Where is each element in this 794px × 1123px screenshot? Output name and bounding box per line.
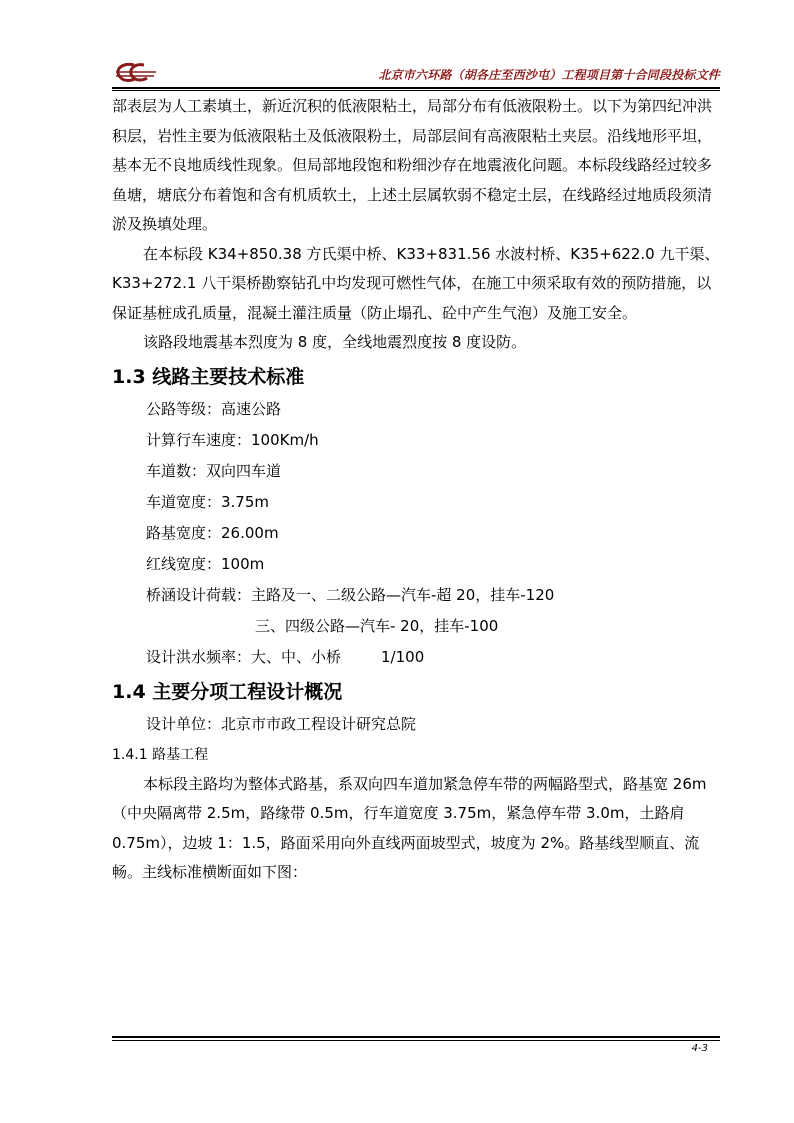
- document-header-title: 北京市六环路（胡各庄至西沙屯）工程项目第十合同段投标文件: [378, 68, 720, 82]
- page-number: 4-3: [691, 1043, 708, 1054]
- page-content: [112, 92, 722, 888]
- flood-frequency-value: 1/100: [381, 647, 425, 666]
- section-heading-1-4: 1.4 主要分项工程设计概况: [112, 680, 343, 703]
- geology-paragraph: 部表层为人工素填土，新近沉积的低液限粘土，局部分布有低液限粉土。以下为第四纪冲洪积层，岩性主要为低液限粘土及低液限粉土，局部层间有高液限粘土夹层。沿线地形平坦，基本无不良地质线性现象。但局部地段饱和粉细沙存在地震液化问题。本标段线路经过较多鱼塘，塘底分布着饱和含有机质软土，上述土层属软弱不稳定土层，在线路经过地质段须清淤及换填处理。: [112, 97, 713, 233]
- standard-item: 路基宽度：26.00m: [146, 523, 279, 542]
- subsection-heading-1-4-1: 1.4.1 路基工程: [112, 746, 209, 763]
- standard-item-continuation: 三、四级公路—汽车- 20，挂车-100: [255, 616, 499, 635]
- design-unit-line: 设计单位：北京市市政工程设计研究总院: [146, 714, 417, 733]
- standard-item: 红线宽度：100m: [146, 554, 265, 573]
- standard-item: 公路等级：高速公路: [146, 399, 282, 418]
- flood-frequency-item: [112, 642, 722, 673]
- header-rule: [112, 87, 720, 89]
- company-logo-icon: [114, 62, 158, 84]
- section-heading-1-3: 1.3 线路主要技术标准: [112, 365, 305, 388]
- footer-rule: [112, 1036, 720, 1038]
- flood-frequency-label: 设计洪水频率：大、中、小桥: [146, 647, 342, 666]
- gas-warning-paragraph: 在本标段 K34+850.38 方氏渠中桥、K33+831.56 水波村桥、K35+622.0 九干渠、K33+272.1 八干渠桥勘察钻孔中均发现可燃性气体，在施工中须采取有效的预防措施，以保证基桩成孔质量，混凝土灌注质量（防止塌孔、砼中产生气泡）及施工安全。: [112, 244, 720, 322]
- standard-item: 车道数：双向四车道: [146, 461, 282, 480]
- seismic-paragraph: 该路段地震基本烈度为 8 度，全线地震烈度按 8 度设防。: [143, 333, 527, 351]
- header-rule-thin: [112, 90, 720, 91]
- standard-item: 计算行车速度：100Km/h: [146, 430, 319, 449]
- standard-item: 桥涵设计荷载：主路及一、二级公路—汽车-超 20，挂车-120: [146, 585, 555, 604]
- footer-rule-thin: [112, 1040, 720, 1041]
- page-header: [112, 56, 720, 86]
- standard-item: 车道宽度：3.75m: [146, 492, 270, 511]
- subgrade-paragraph: 本标段主路均为整体式路基，系双向四车道加紧急停车带的两幅路型式，路基宽 26m（中央隔离带 2.5m，路缘带 0.5m，行车道宽度 3.75m，紧急停车带 3.0m，土路肩 0.75m），边坡 1：1.5，路面采用向外直线两面坡型式，坡度为 2%。路基线型顺直、流畅。主线标准横断面如下图：: [112, 774, 707, 881]
